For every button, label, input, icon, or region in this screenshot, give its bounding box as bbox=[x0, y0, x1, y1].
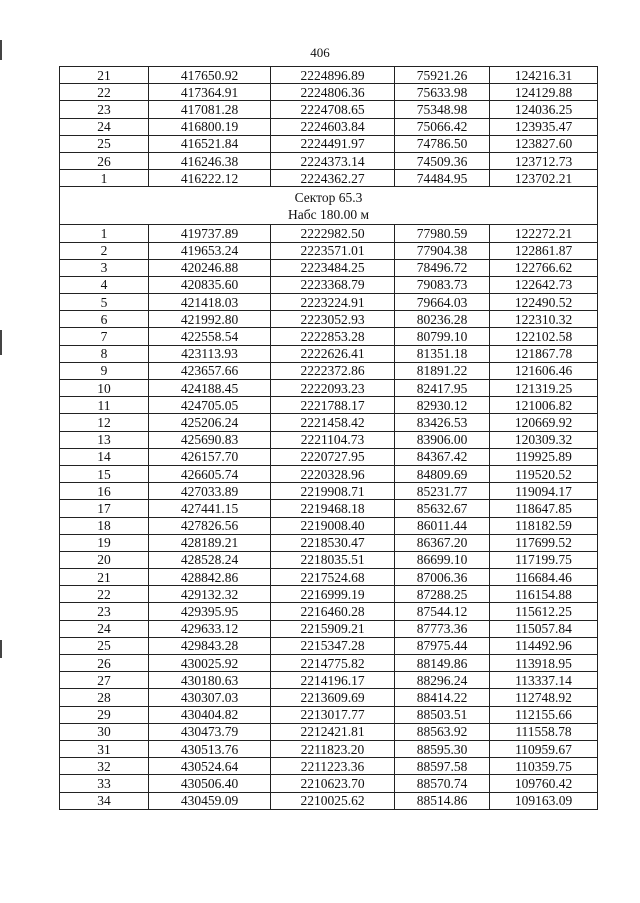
table-row bbox=[60, 569, 598, 586]
x-coordinate-cell: 427441.15 bbox=[149, 500, 271, 517]
y-coordinate-cell: 2224708.65 bbox=[271, 101, 395, 118]
point-number-cell: 21 bbox=[60, 67, 149, 84]
table-row bbox=[60, 483, 598, 500]
x-coordinate-cell: 425206.24 bbox=[149, 414, 271, 431]
y-local-cell: 119520.52 bbox=[490, 465, 598, 482]
y-coordinate-cell: 2222626.41 bbox=[271, 345, 395, 362]
point-number-cell: 23 bbox=[60, 101, 149, 118]
y-local-cell: 114492.96 bbox=[490, 637, 598, 654]
y-local-cell: 124216.31 bbox=[490, 67, 598, 84]
scan-edge-mark bbox=[0, 330, 2, 355]
table-row bbox=[60, 706, 598, 723]
x-local-cell: 88503.51 bbox=[395, 706, 490, 723]
point-number-cell: 24 bbox=[60, 620, 149, 637]
table-row bbox=[60, 603, 598, 620]
x-local-cell: 81891.22 bbox=[395, 362, 490, 379]
x-local-cell: 83426.53 bbox=[395, 414, 490, 431]
point-number-cell: 32 bbox=[60, 758, 149, 775]
x-local-cell: 84809.69 bbox=[395, 465, 490, 482]
point-number-cell: 3 bbox=[60, 259, 149, 276]
y-coordinate-cell: 2221458.42 bbox=[271, 414, 395, 431]
point-number-cell: 9 bbox=[60, 362, 149, 379]
table-row bbox=[60, 586, 598, 603]
x-local-cell: 79664.03 bbox=[395, 294, 490, 311]
y-local-cell: 124129.88 bbox=[490, 84, 598, 101]
y-local-cell: 121606.46 bbox=[490, 362, 598, 379]
y-local-cell: 122642.73 bbox=[490, 276, 598, 293]
y-coordinate-cell: 2222853.28 bbox=[271, 328, 395, 345]
sector-height: Набс 180.00 м bbox=[287, 207, 370, 223]
y-local-cell: 113337.14 bbox=[490, 672, 598, 689]
x-coordinate-cell: 417364.91 bbox=[149, 84, 271, 101]
table-row bbox=[60, 792, 598, 809]
x-coordinate-cell: 424705.05 bbox=[149, 397, 271, 414]
x-coordinate-cell: 420246.88 bbox=[149, 259, 271, 276]
y-local-cell: 116684.46 bbox=[490, 569, 598, 586]
table-row bbox=[60, 620, 598, 637]
y-coordinate-cell: 2216460.28 bbox=[271, 603, 395, 620]
x-coordinate-cell: 417081.28 bbox=[149, 101, 271, 118]
x-coordinate-cell: 416521.84 bbox=[149, 135, 271, 152]
coordinates-table bbox=[59, 66, 598, 810]
point-number-cell: 25 bbox=[60, 637, 149, 654]
table-row bbox=[60, 500, 598, 517]
x-local-cell: 78496.72 bbox=[395, 259, 490, 276]
point-number-cell: 17 bbox=[60, 500, 149, 517]
table-row bbox=[60, 655, 598, 672]
y-coordinate-cell: 2219468.18 bbox=[271, 500, 395, 517]
y-local-cell: 109163.09 bbox=[490, 792, 598, 809]
page-number: 406 bbox=[310, 45, 330, 60]
x-coordinate-cell: 416222.12 bbox=[149, 170, 271, 187]
x-local-cell: 84367.42 bbox=[395, 448, 490, 465]
y-local-cell: 123712.73 bbox=[490, 152, 598, 169]
y-coordinate-cell: 2222372.86 bbox=[271, 362, 395, 379]
x-coordinate-cell: 429633.12 bbox=[149, 620, 271, 637]
x-local-cell: 74484.95 bbox=[395, 170, 490, 187]
point-number-cell: 22 bbox=[60, 84, 149, 101]
table-row bbox=[60, 689, 598, 706]
x-coordinate-cell: 430473.79 bbox=[149, 723, 271, 740]
y-local-cell: 119925.89 bbox=[490, 448, 598, 465]
y-coordinate-cell: 2219008.40 bbox=[271, 517, 395, 534]
x-local-cell: 75921.26 bbox=[395, 67, 490, 84]
y-local-cell: 121867.78 bbox=[490, 345, 598, 362]
y-local-cell: 117699.52 bbox=[490, 534, 598, 551]
x-coordinate-cell: 423657.66 bbox=[149, 362, 271, 379]
y-local-cell: 122766.62 bbox=[490, 259, 598, 276]
table-row bbox=[60, 152, 598, 169]
table-row bbox=[60, 225, 598, 242]
x-coordinate-cell: 428189.21 bbox=[149, 534, 271, 551]
x-coordinate-cell: 424188.45 bbox=[149, 380, 271, 397]
table-row bbox=[60, 328, 598, 345]
y-coordinate-cell: 2215347.28 bbox=[271, 637, 395, 654]
point-number-cell: 25 bbox=[60, 135, 149, 152]
x-local-cell: 88563.92 bbox=[395, 723, 490, 740]
point-number-cell: 18 bbox=[60, 517, 149, 534]
y-coordinate-cell: 2224806.36 bbox=[271, 84, 395, 101]
point-number-cell: 30 bbox=[60, 723, 149, 740]
x-coordinate-cell: 421418.03 bbox=[149, 294, 271, 311]
x-local-cell: 86367.20 bbox=[395, 534, 490, 551]
scan-edge-mark bbox=[0, 640, 2, 658]
point-number-cell: 11 bbox=[60, 397, 149, 414]
x-local-cell: 80236.28 bbox=[395, 311, 490, 328]
x-coordinate-cell: 417650.92 bbox=[149, 67, 271, 84]
x-coordinate-cell: 419653.24 bbox=[149, 242, 271, 259]
x-coordinate-cell: 426157.70 bbox=[149, 448, 271, 465]
y-coordinate-cell: 2222982.50 bbox=[271, 225, 395, 242]
x-local-cell: 77904.38 bbox=[395, 242, 490, 259]
x-coordinate-cell: 427033.89 bbox=[149, 483, 271, 500]
point-number-cell: 15 bbox=[60, 465, 149, 482]
point-number-cell: 31 bbox=[60, 740, 149, 757]
x-coordinate-cell: 416246.38 bbox=[149, 152, 271, 169]
y-local-cell: 123827.60 bbox=[490, 135, 598, 152]
x-local-cell: 77980.59 bbox=[395, 225, 490, 242]
y-coordinate-cell: 2211223.36 bbox=[271, 758, 395, 775]
y-local-cell: 124036.25 bbox=[490, 101, 598, 118]
point-number-cell: 28 bbox=[60, 689, 149, 706]
table-row bbox=[60, 294, 598, 311]
table-row bbox=[60, 84, 598, 101]
y-coordinate-cell: 2210623.70 bbox=[271, 775, 395, 792]
x-local-cell: 88514.86 bbox=[395, 792, 490, 809]
y-coordinate-cell: 2221104.73 bbox=[271, 431, 395, 448]
point-number-cell: 21 bbox=[60, 569, 149, 586]
y-local-cell: 121006.82 bbox=[490, 397, 598, 414]
point-number-cell: 34 bbox=[60, 792, 149, 809]
x-local-cell: 75633.98 bbox=[395, 84, 490, 101]
x-local-cell: 85632.67 bbox=[395, 500, 490, 517]
table-row bbox=[60, 397, 598, 414]
x-coordinate-cell: 421992.80 bbox=[149, 311, 271, 328]
x-local-cell: 86699.10 bbox=[395, 551, 490, 568]
y-coordinate-cell: 2220727.95 bbox=[271, 448, 395, 465]
table-row bbox=[60, 118, 598, 135]
x-coordinate-cell: 419737.89 bbox=[149, 225, 271, 242]
table-row bbox=[60, 448, 598, 465]
x-local-cell: 87975.44 bbox=[395, 637, 490, 654]
x-local-cell: 87773.36 bbox=[395, 620, 490, 637]
point-number-cell: 5 bbox=[60, 294, 149, 311]
x-coordinate-cell: 428528.24 bbox=[149, 551, 271, 568]
point-number-cell: 22 bbox=[60, 586, 149, 603]
y-coordinate-cell: 2214196.17 bbox=[271, 672, 395, 689]
y-coordinate-cell: 2224896.89 bbox=[271, 67, 395, 84]
point-number-cell: 27 bbox=[60, 672, 149, 689]
table-row bbox=[60, 723, 598, 740]
y-coordinate-cell: 2223224.91 bbox=[271, 294, 395, 311]
table-row bbox=[60, 465, 598, 482]
table-row bbox=[60, 740, 598, 757]
x-local-cell: 75066.42 bbox=[395, 118, 490, 135]
x-local-cell: 79083.73 bbox=[395, 276, 490, 293]
table-row bbox=[60, 637, 598, 654]
coordinates-table-top-section bbox=[60, 67, 598, 187]
y-coordinate-cell: 2224491.97 bbox=[271, 135, 395, 152]
y-coordinate-cell: 2223052.93 bbox=[271, 311, 395, 328]
y-local-cell: 111558.78 bbox=[490, 723, 598, 740]
x-coordinate-cell: 430025.92 bbox=[149, 655, 271, 672]
sector-header-section bbox=[60, 187, 598, 225]
x-local-cell: 88597.58 bbox=[395, 758, 490, 775]
table-row bbox=[60, 135, 598, 152]
x-coordinate-cell: 428842.86 bbox=[149, 569, 271, 586]
x-local-cell: 80799.10 bbox=[395, 328, 490, 345]
table-row bbox=[60, 414, 598, 431]
y-local-cell: 120309.32 bbox=[490, 431, 598, 448]
point-number-cell: 14 bbox=[60, 448, 149, 465]
table-row bbox=[60, 311, 598, 328]
table-row bbox=[60, 276, 598, 293]
y-local-cell: 116154.88 bbox=[490, 586, 598, 603]
y-local-cell: 123702.21 bbox=[490, 170, 598, 187]
table-row bbox=[60, 431, 598, 448]
table-row bbox=[60, 101, 598, 118]
y-local-cell: 120669.92 bbox=[490, 414, 598, 431]
x-local-cell: 75348.98 bbox=[395, 101, 490, 118]
y-coordinate-cell: 2224603.84 bbox=[271, 118, 395, 135]
y-local-cell: 110959.67 bbox=[490, 740, 598, 757]
x-coordinate-cell: 423113.93 bbox=[149, 345, 271, 362]
point-number-cell: 33 bbox=[60, 775, 149, 792]
point-number-cell: 20 bbox=[60, 551, 149, 568]
point-number-cell: 4 bbox=[60, 276, 149, 293]
y-local-cell: 121319.25 bbox=[490, 380, 598, 397]
y-local-cell: 118647.85 bbox=[490, 500, 598, 517]
x-local-cell: 87006.36 bbox=[395, 569, 490, 586]
table-row bbox=[60, 517, 598, 534]
y-local-cell: 118182.59 bbox=[490, 517, 598, 534]
point-number-cell: 26 bbox=[60, 152, 149, 169]
x-local-cell: 74509.36 bbox=[395, 152, 490, 169]
table-row bbox=[60, 775, 598, 792]
y-coordinate-cell: 2219908.71 bbox=[271, 483, 395, 500]
table-row bbox=[60, 758, 598, 775]
y-coordinate-cell: 2222093.23 bbox=[271, 380, 395, 397]
x-coordinate-cell: 422558.54 bbox=[149, 328, 271, 345]
y-local-cell: 110359.75 bbox=[490, 758, 598, 775]
point-number-cell: 6 bbox=[60, 311, 149, 328]
x-coordinate-cell: 420835.60 bbox=[149, 276, 271, 293]
y-coordinate-cell: 2223484.25 bbox=[271, 259, 395, 276]
y-coordinate-cell: 2223368.79 bbox=[271, 276, 395, 293]
y-coordinate-cell: 2210025.62 bbox=[271, 792, 395, 809]
x-local-cell: 81351.18 bbox=[395, 345, 490, 362]
x-local-cell: 87544.12 bbox=[395, 603, 490, 620]
x-coordinate-cell: 429132.32 bbox=[149, 586, 271, 603]
y-local-cell: 122310.32 bbox=[490, 311, 598, 328]
x-local-cell: 88570.74 bbox=[395, 775, 490, 792]
y-coordinate-cell: 2212421.81 bbox=[271, 723, 395, 740]
table-row bbox=[60, 551, 598, 568]
x-coordinate-cell: 425690.83 bbox=[149, 431, 271, 448]
table-row bbox=[60, 380, 598, 397]
x-coordinate-cell: 429395.95 bbox=[149, 603, 271, 620]
y-coordinate-cell: 2218035.51 bbox=[271, 551, 395, 568]
point-number-cell: 7 bbox=[60, 328, 149, 345]
point-number-cell: 16 bbox=[60, 483, 149, 500]
table-row bbox=[60, 345, 598, 362]
y-coordinate-cell: 2224373.14 bbox=[271, 152, 395, 169]
y-coordinate-cell: 2213017.77 bbox=[271, 706, 395, 723]
y-coordinate-cell: 2216999.19 bbox=[271, 586, 395, 603]
coordinates-table-sector-section bbox=[60, 225, 598, 809]
y-local-cell: 123935.47 bbox=[490, 118, 598, 135]
y-local-cell: 109760.42 bbox=[490, 775, 598, 792]
x-local-cell: 82417.95 bbox=[395, 380, 490, 397]
sector-header-cell bbox=[60, 187, 598, 225]
x-local-cell: 88149.86 bbox=[395, 655, 490, 672]
x-local-cell: 83906.00 bbox=[395, 431, 490, 448]
sector-title: Сектор 65.3 bbox=[294, 190, 363, 206]
table-row bbox=[60, 67, 598, 84]
y-local-cell: 115057.84 bbox=[490, 620, 598, 637]
y-local-cell: 122102.58 bbox=[490, 328, 598, 345]
y-local-cell: 112155.66 bbox=[490, 706, 598, 723]
y-coordinate-cell: 2217524.68 bbox=[271, 569, 395, 586]
x-coordinate-cell: 430513.76 bbox=[149, 740, 271, 757]
point-number-cell: 8 bbox=[60, 345, 149, 362]
x-local-cell: 88296.24 bbox=[395, 672, 490, 689]
y-local-cell: 122861.87 bbox=[490, 242, 598, 259]
x-coordinate-cell: 427826.56 bbox=[149, 517, 271, 534]
point-number-cell: 2 bbox=[60, 242, 149, 259]
y-local-cell: 115612.25 bbox=[490, 603, 598, 620]
x-local-cell: 87288.25 bbox=[395, 586, 490, 603]
x-coordinate-cell: 429843.28 bbox=[149, 637, 271, 654]
x-coordinate-cell: 430180.63 bbox=[149, 672, 271, 689]
y-local-cell: 112748.92 bbox=[490, 689, 598, 706]
x-coordinate-cell: 426605.74 bbox=[149, 465, 271, 482]
point-number-cell: 13 bbox=[60, 431, 149, 448]
y-coordinate-cell: 2218530.47 bbox=[271, 534, 395, 551]
x-coordinate-cell: 430524.64 bbox=[149, 758, 271, 775]
x-coordinate-cell: 416800.19 bbox=[149, 118, 271, 135]
point-number-cell: 12 bbox=[60, 414, 149, 431]
x-local-cell: 86011.44 bbox=[395, 517, 490, 534]
y-coordinate-cell: 2215909.21 bbox=[271, 620, 395, 637]
point-number-cell: 24 bbox=[60, 118, 149, 135]
y-coordinate-cell: 2221788.17 bbox=[271, 397, 395, 414]
table-row bbox=[60, 242, 598, 259]
y-coordinate-cell: 2220328.96 bbox=[271, 465, 395, 482]
point-number-cell: 23 bbox=[60, 603, 149, 620]
y-local-cell: 122490.52 bbox=[490, 294, 598, 311]
y-local-cell: 117199.75 bbox=[490, 551, 598, 568]
table-row bbox=[60, 672, 598, 689]
point-number-cell: 29 bbox=[60, 706, 149, 723]
table-row bbox=[60, 534, 598, 551]
x-coordinate-cell: 430506.40 bbox=[149, 775, 271, 792]
y-local-cell: 119094.17 bbox=[490, 483, 598, 500]
x-local-cell: 88414.22 bbox=[395, 689, 490, 706]
point-number-cell: 19 bbox=[60, 534, 149, 551]
y-local-cell: 122272.21 bbox=[490, 225, 598, 242]
y-coordinate-cell: 2214775.82 bbox=[271, 655, 395, 672]
scan-edge-mark bbox=[0, 40, 2, 60]
y-coordinate-cell: 2224362.27 bbox=[271, 170, 395, 187]
sector-header-row bbox=[60, 187, 598, 225]
x-local-cell: 85231.77 bbox=[395, 483, 490, 500]
x-coordinate-cell: 430459.09 bbox=[149, 792, 271, 809]
y-coordinate-cell: 2213609.69 bbox=[271, 689, 395, 706]
x-coordinate-cell: 430404.82 bbox=[149, 706, 271, 723]
point-number-cell: 10 bbox=[60, 380, 149, 397]
table-row bbox=[60, 362, 598, 379]
y-local-cell: 113918.95 bbox=[490, 655, 598, 672]
point-number-cell: 1 bbox=[60, 225, 149, 242]
y-coordinate-cell: 2223571.01 bbox=[271, 242, 395, 259]
table-row bbox=[60, 259, 598, 276]
table-row bbox=[60, 170, 598, 187]
x-local-cell: 88595.30 bbox=[395, 740, 490, 757]
y-coordinate-cell: 2211823.20 bbox=[271, 740, 395, 757]
point-number-cell: 1 bbox=[60, 170, 149, 187]
point-number-cell: 26 bbox=[60, 655, 149, 672]
x-local-cell: 82930.12 bbox=[395, 397, 490, 414]
x-local-cell: 74786.50 bbox=[395, 135, 490, 152]
x-coordinate-cell: 430307.03 bbox=[149, 689, 271, 706]
